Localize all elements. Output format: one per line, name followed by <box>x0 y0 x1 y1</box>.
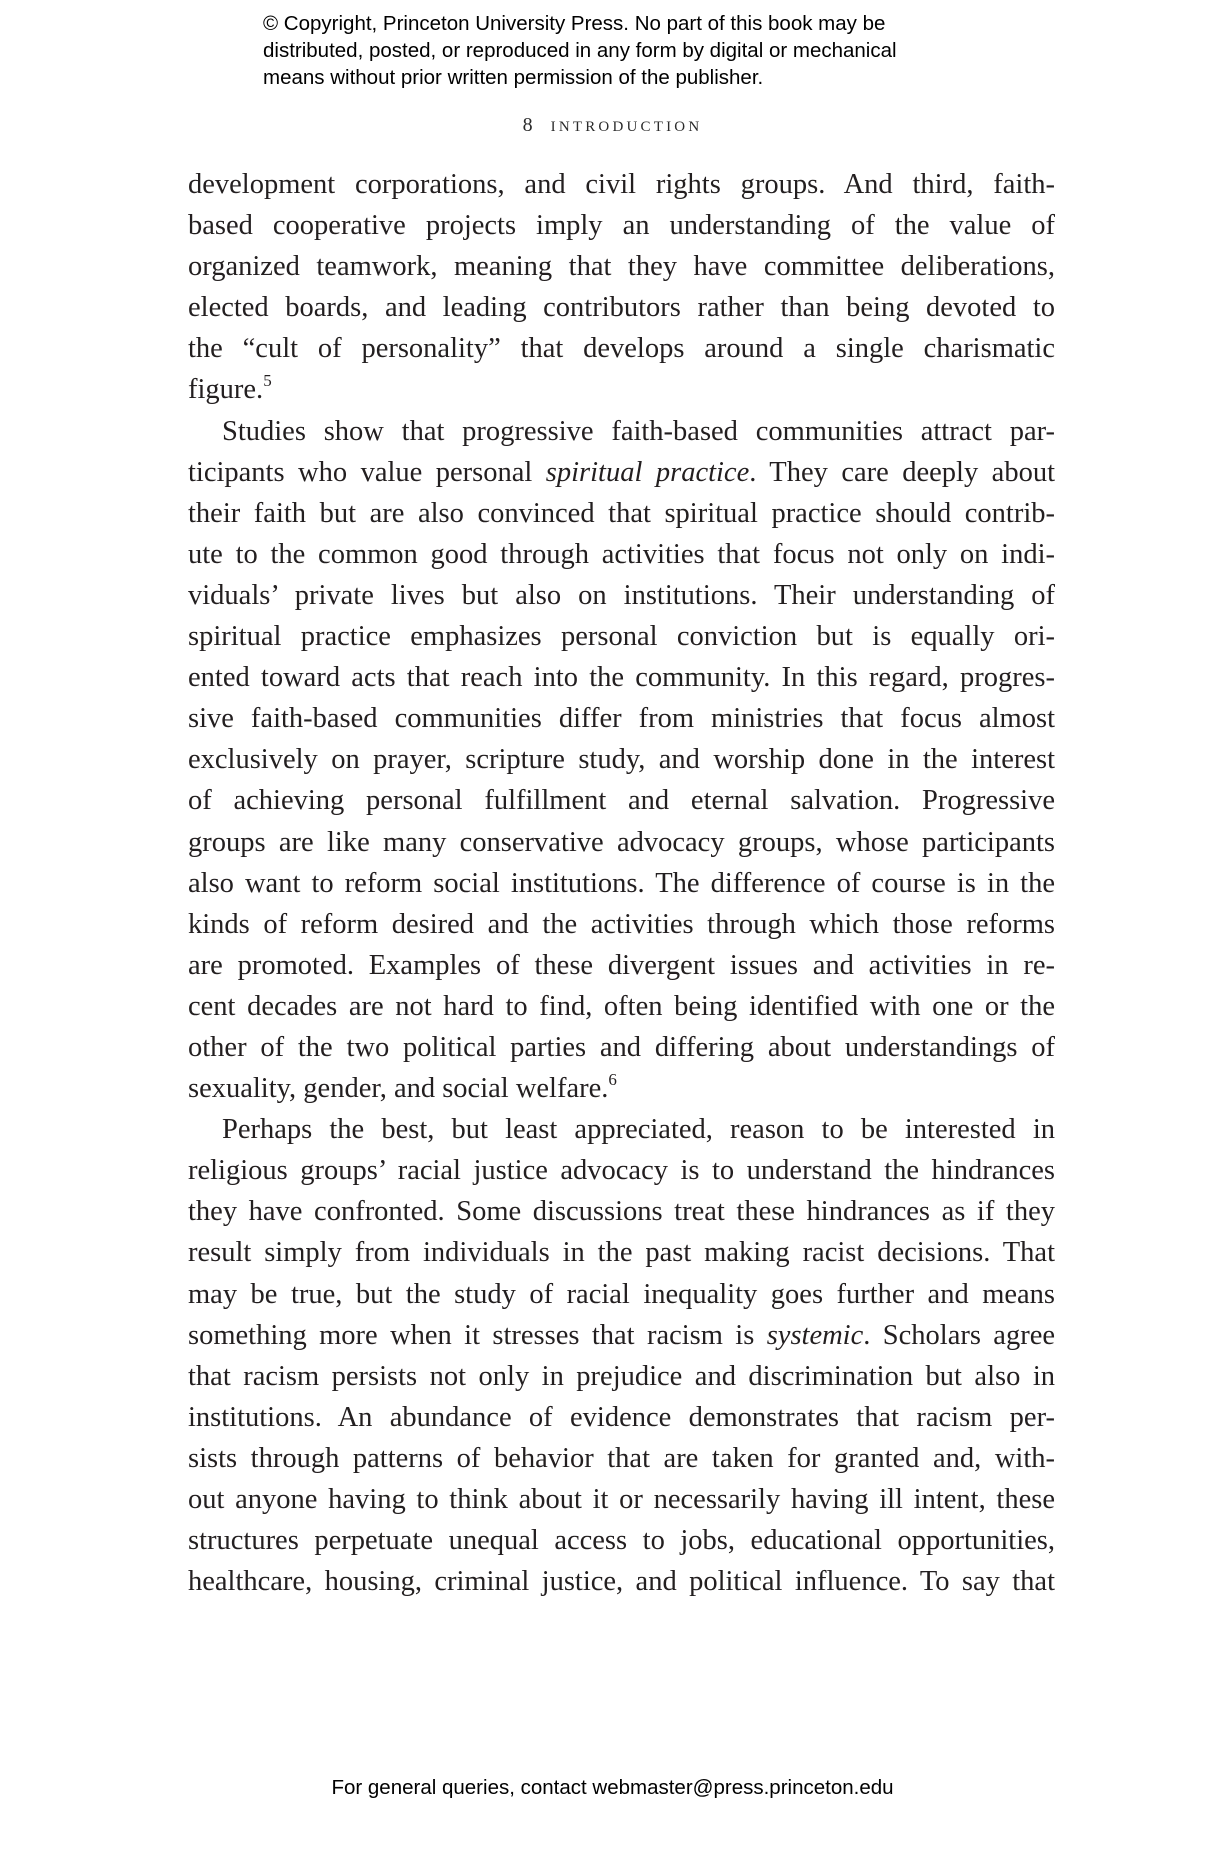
text-line <box>188 452 1055 493</box>
text-line: the “cult of personality” that develops around a single charismatic <box>188 333 1055 365</box>
text-line: sists through patterns of behavior that are taken for granted and, with- <box>188 1442 1055 1474</box>
text-line: kinds of reform desired and the activities through which those reforms <box>188 908 1055 940</box>
text-line: ented toward acts that reach into the community. In this regard, progres- <box>188 662 1055 694</box>
text-line: are promoted. Examples of these divergent issues and activities in re- <box>188 949 1055 981</box>
text-segment: figure. <box>188 374 264 406</box>
copyright-line: © Copyright, Princeton University Press. No part of this book may be <box>263 12 886 35</box>
text-line <box>188 369 1055 410</box>
paragraph <box>188 411 1055 1110</box>
text-line: organized teamwork, meaning that they have committee deliberations, <box>188 251 1055 283</box>
text-line: that racism persists not only in prejudice and discrimination but also in <box>188 1360 1055 1392</box>
text-line: may be true, but the study of racial inequality goes further and means <box>188 1278 1055 1310</box>
text-line: Studies show that progressive faith-based communities attract par- <box>222 415 1055 447</box>
text-line: structures perpetuate unequal access to jobs, educational opportunities, <box>188 1525 1055 1557</box>
text-segment: . Scholars agree <box>863 1319 1055 1351</box>
text-line: exclusively on prayer, scripture study, and worship done in the interest <box>188 744 1055 776</box>
text-line: cent decades are not hard to find, often being identified with one or the <box>188 990 1055 1022</box>
text-line: religious groups’ racial justice advocacy is to understand the hindrances <box>188 1155 1055 1187</box>
footnote-reference[interactable]: 6 <box>608 1070 617 1090</box>
running-head <box>0 112 1225 137</box>
emphasis-text: systemic <box>766 1319 864 1351</box>
emphasis-text: spiritual practice <box>545 456 750 488</box>
text-line: groups are like many conservative advocacy groups, whose participants <box>188 826 1055 858</box>
text-line: other of the two political parties and differing about understandings of <box>188 1031 1055 1063</box>
text-line: ute to the common good through activities that focus not only on indi- <box>188 538 1055 570</box>
text-segment: something more when it stresses that racism is <box>188 1319 767 1351</box>
footer-contact: For general queries, contact webmaster@press.princeton.edu <box>331 1776 894 1799</box>
text-line <box>188 1068 1055 1109</box>
text-segment: ticipants who value personal <box>188 456 546 488</box>
text-line: also want to reform social institutions. The difference of course is in the <box>188 867 1055 899</box>
footnote-reference[interactable]: 5 <box>263 371 272 391</box>
body-text <box>188 164 1055 1602</box>
text-line <box>188 1315 1055 1356</box>
text-segment: sexuality, gender, and social welfare. <box>188 1073 609 1105</box>
text-line: result simply from individuals in the past making racist decisions. That <box>188 1237 1055 1269</box>
text-line: spiritual practice emphasizes personal conviction but is equally ori- <box>188 621 1055 653</box>
paragraph <box>188 1109 1055 1602</box>
text-line: elected boards, and leading contributors rather than being devoted to <box>188 292 1055 324</box>
page-number: 8 <box>522 114 533 136</box>
text-line: sive faith-based communities differ from ministries that focus almost <box>188 703 1055 735</box>
paragraph <box>188 164 1055 411</box>
section-title: introduction <box>550 112 703 136</box>
text-line: Perhaps the best, but least appreciated, reason to be interested in <box>222 1114 1055 1146</box>
copyright-notice <box>263 10 983 91</box>
text-line: out anyone having to think about it or necessarily having ill intent, these <box>188 1484 1055 1515</box>
text-line: they have confronted. Some discussions treat these hindrances as if they <box>188 1196 1055 1228</box>
text-segment: . They care deeply about <box>749 456 1055 488</box>
copyright-line: means without prior written permission of the publisher. <box>263 66 764 89</box>
text-line: of achieving personal fulfillment and eternal salvation. Progressive <box>188 785 1055 817</box>
text-line: based cooperative projects imply an understanding of the value of <box>188 210 1055 242</box>
text-line: viduals’ private lives but also on institutions. Their understanding of <box>188 579 1055 611</box>
text-line: development corporations, and civil rights groups. And third, faith- <box>188 169 1055 200</box>
copyright-line: distributed, posted, or reproduced in any form by digital or mechanical <box>263 39 897 62</box>
text-line: healthcare, housing, criminal justice, and political influence. To say that <box>188 1566 1055 1598</box>
text-line: their faith but are also convinced that spiritual practice should contrib- <box>188 497 1055 529</box>
text-line: institutions. An abundance of evidence demonstrates that racism per- <box>188 1401 1055 1433</box>
